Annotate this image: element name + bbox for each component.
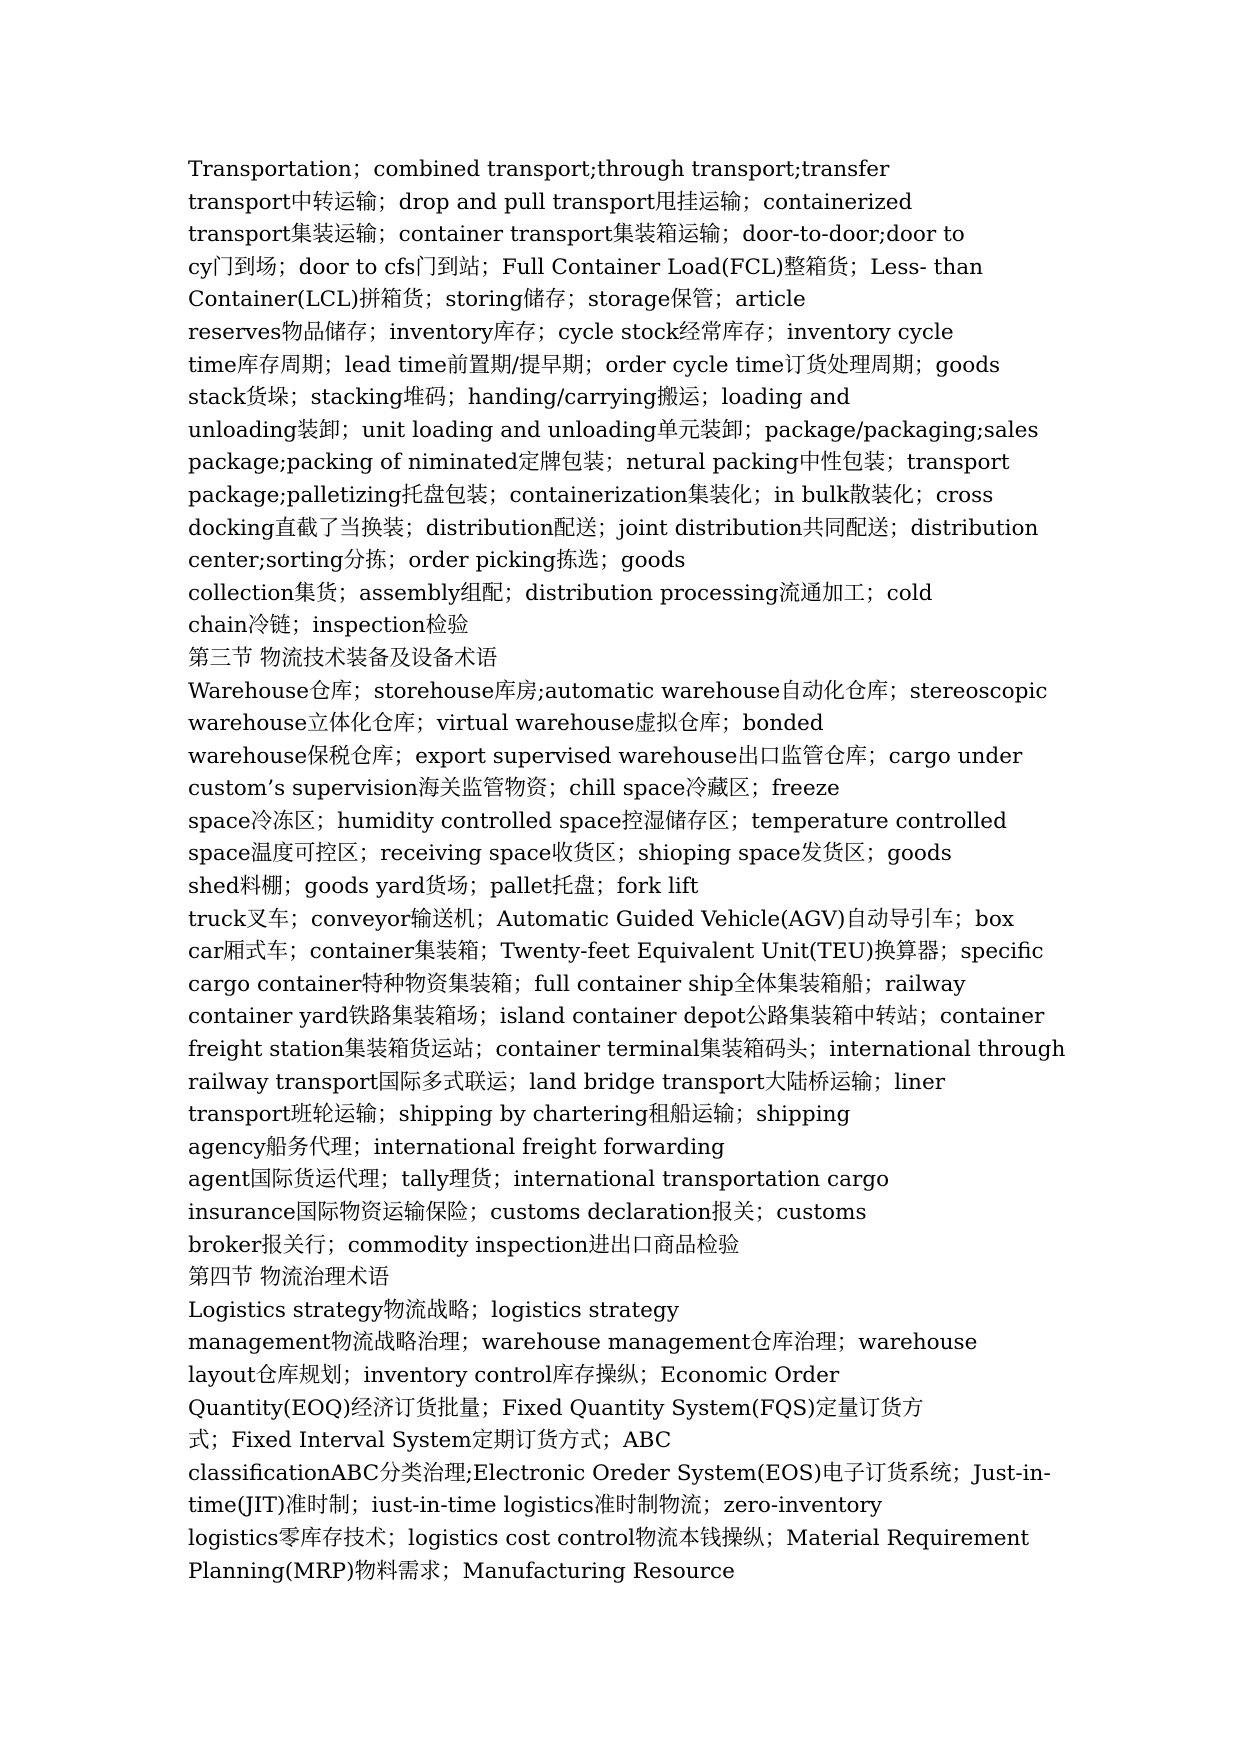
text-line: docking直截了当换装；distribution配送；joint distribution共同配送；distribution <box>188 515 1039 541</box>
text-line: layout仓库规划；inventory control库存操纵；Economic Order <box>188 1362 840 1388</box>
document-page <box>188 154 1068 1588</box>
text-line: unloading装卸；unit loading and unloading单元装卸；package/packaging;sales <box>188 417 1039 443</box>
text-line: cy门到场；door to cfs门到站；Full Container Load(FCL)整箱货；Less- than <box>188 254 984 280</box>
text-line: custom’s supervision海关监管物资；chill space冷藏区；freeze <box>188 776 840 802</box>
text-line: transport班轮运输；shipping by chartering租船运输；shipping <box>188 1102 851 1128</box>
text-line: agency船务代理；international freight forwarding <box>188 1134 725 1160</box>
text-line: space温度可控区；receiving space收货区；shioping space发货区；goods <box>188 841 952 867</box>
text-line: center;sorting分拣；order picking拣选；goods <box>188 548 686 574</box>
text-line: car厢式车；container集装箱；Twenty-feet Equivalent Unit(TEU)换算器；specific <box>188 939 1044 965</box>
section-heading: 第三节 物流技术装备及设备术语 <box>188 645 498 671</box>
text-line: Quantity(EOQ)经济订货批量；Fixed Quantity System(FQS)定量订货方 <box>188 1395 924 1421</box>
text-line: freight station集装箱货运站；container terminal集装箱码头；international through <box>188 1037 1066 1063</box>
text-line: Logistics strategy物流战略；logistics strategy <box>188 1297 679 1323</box>
text-line: Transportation；combined transport;through transport;transfer <box>188 157 890 182</box>
text-line: Warehouse仓库；storehouse库房;automatic warehouse自动化仓库；stereoscopic <box>188 678 1048 704</box>
text-line: package;palletizing托盘包装；containerization集装化；in bulk散装化；cross <box>188 482 994 508</box>
text-line: insurance国际物资运输保险；customs declaration报关；customs <box>188 1200 867 1225</box>
text-line: space冷冻区；humidity controlled space控湿储存区；temperature controlled <box>188 808 1007 834</box>
text-line: warehouse立体化仓库；virtual warehouse虚拟仓库；bonded <box>188 711 824 737</box>
text-line: railway transport国际多式联运；land bridge transport大陆桥运输；liner <box>188 1069 946 1095</box>
text-line: shed料棚；goods yard货场；pallet托盘；fork lift <box>188 874 699 900</box>
text-line: reserves物品储存；inventory库存；cycle stock经常库存；inventory cycle <box>188 319 954 345</box>
text-line: classificationABC分类治理;Electronic Oreder System(EOS)电子订货系统；Just-in- <box>188 1460 1051 1486</box>
text-line: truck叉车；conveyor输送机；Automatic Guided Vehicle(AGV)自动导引车；box <box>188 906 1015 932</box>
text-line: package;packing of niminated定牌包装；netural packing中性包装；transport <box>188 450 1010 476</box>
text-line: broker报关行；commodity inspection进出口商品检验 <box>188 1232 740 1258</box>
text-line: cargo container特种物资集装箱；full container ship全体集装箱船；railway <box>188 971 966 997</box>
text-line: collection集货；assembly组配；distribution processing流通加工；cold <box>188 580 933 606</box>
text-line: management物流战略治理；warehouse management仓库治理；warehouse <box>188 1330 978 1356</box>
text-line: Planning(MRP)物料需求；Manufacturing Resource <box>188 1558 735 1584</box>
text-line: transport集装运输；container transport集装箱运输；door-to-door;door to <box>188 222 965 248</box>
text-line: transport中转运输；drop and pull transport甩挂运输；containerized <box>188 189 913 215</box>
text-line: chain冷链；inspection检验 <box>188 613 469 639</box>
text-line: stack货垛；stacking堆码；handing/carrying搬运；loading and <box>188 385 851 411</box>
text-line: agent国际货运代理；tally理货；international transportation cargo <box>188 1167 890 1193</box>
text-line: Container(LCL)拼箱货；storing储存；storage保管；article <box>188 287 806 313</box>
text-line: warehouse保税仓库；export supervised warehouse出口监管仓库；cargo under <box>188 743 1023 769</box>
text-line: container yard铁路集装箱场；island container depot公路集装箱中转站；container <box>188 1004 1045 1030</box>
text-line: time(JIT)准时制；iust-in-time logistics准时制物流；zero-inventory <box>188 1493 883 1519</box>
text-line: logistics零库存技术；logistics cost control物流本钱操纵；Material Requirement <box>188 1525 1030 1551</box>
text-line: time库存周期；lead time前置期/提早期；order cycle time订货处理周期；goods <box>188 352 1001 378</box>
section-heading: 第四节 物流治理术语 <box>188 1265 390 1291</box>
text-line: 式；Fixed Interval System定期订货方式；ABC <box>188 1428 672 1454</box>
